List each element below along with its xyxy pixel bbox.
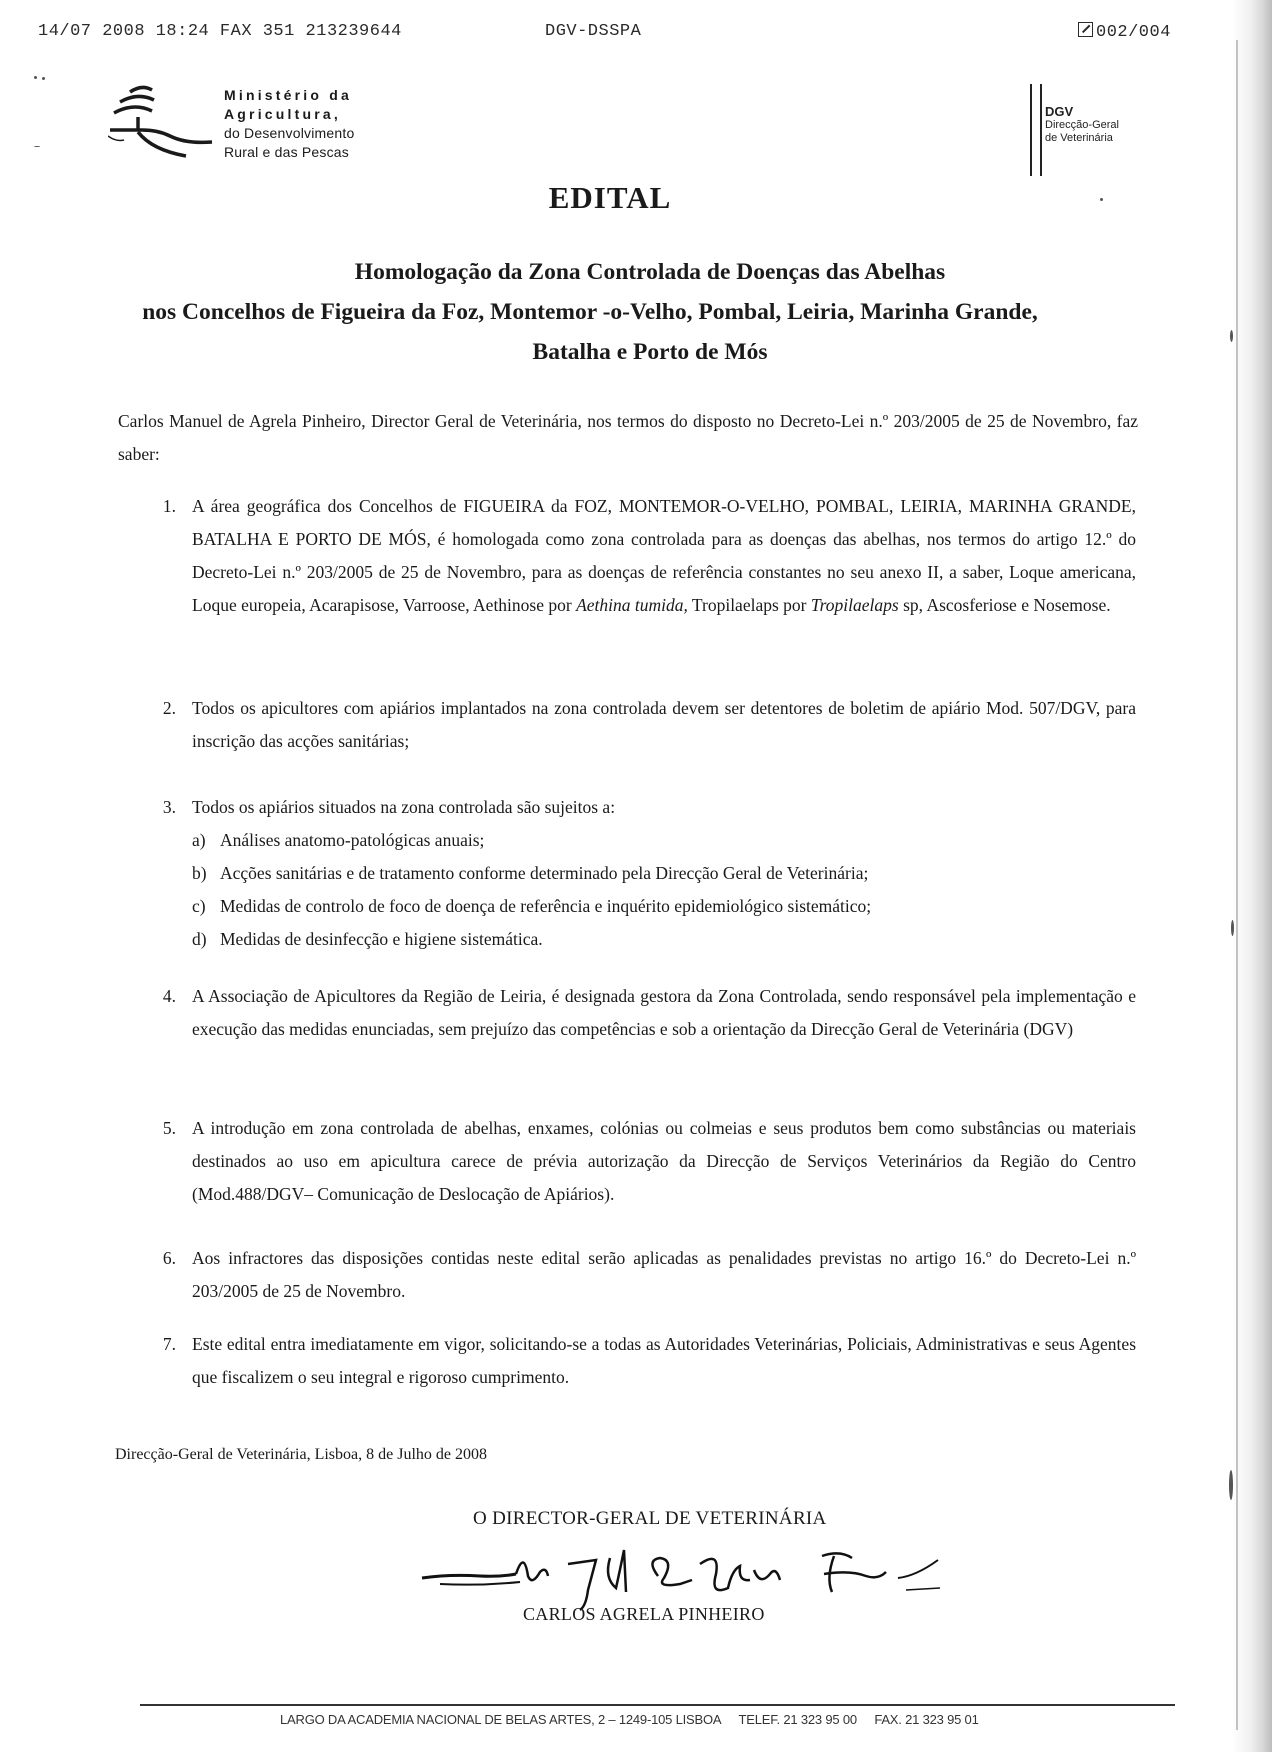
subitem-letter: d) <box>192 929 207 949</box>
dgv-logo-bars <box>1030 84 1042 176</box>
scan-speck <box>42 77 45 80</box>
subitem-text: Acções sanitárias e de tratamento conforme determinado pela Direcção Geral de Veterinária; <box>220 863 869 883</box>
clause-3-subitem-d <box>192 923 1136 956</box>
subitem-text: Medidas de desinfecção e higiene sistemática. <box>220 929 543 949</box>
ministry-line-4: Rural e das Pescas <box>224 144 349 160</box>
fax-header-page-count <box>1078 22 1171 42</box>
clause-number: 3. <box>162 797 176 817</box>
clause-text: A área geográfica dos Concelhos de FIGUEIRA da FOZ, MONTEMOR-O-VELHO, POMBAL, LEIRIA, MARINHA GRANDE, BATALHA E PORTO DE MÓS, é homologada como zona controlada para as doenças das abelhas, nos termos do artigo 12.º do Decreto-Lei n.º 203/2005 de 25 de Novembro, para as doenças de referência constantes no seu anexo II, a saber, Loque americana, Loque europeia, Acarapisose, Varroose, Aethinose por Aethina tumida, Tropilaelaps por Tropilaelaps sp, Ascosferiose e Nosemose. <box>192 496 1136 615</box>
scan-speck <box>1229 1470 1233 1500</box>
scan-edge-line <box>1236 40 1238 1730</box>
fax-header-timestamp: 14/07 2008 18:24 FAX 351 213239644 <box>38 22 402 41</box>
clause-3-subitem-c <box>192 890 1136 923</box>
scan-speck <box>1231 920 1234 936</box>
footer-address: LARGO DA ACADEMIA NACIONAL DE BELAS ARTES, 2 – 1249-105 LISBOA <box>280 1712 722 1727</box>
footer-phone: TELEF. 21 323 95 00 <box>738 1712 857 1727</box>
document-subtitle <box>142 252 1150 372</box>
subitem-letter: a) <box>192 830 206 850</box>
fax-header <box>38 22 1188 46</box>
subtitle-line-1: Homologação da Zona Controlada de Doenças das Abelhas <box>354 259 946 285</box>
scan-speck <box>34 146 40 147</box>
scan-speck <box>34 76 37 79</box>
scan-speck <box>1100 198 1103 201</box>
footer-divider <box>140 1704 1175 1706</box>
subitem-text: Análises anatomo-patológicas anuais; <box>220 830 485 850</box>
clause-text: Este edital entra imediatamente em vigor, solicitando-se a todas as Autoridades Veterinárias, Policiais, Administrativas e seus Agentes que fiscalizem o seu integral e rigoroso cumprimento. <box>192 1334 1136 1387</box>
footer-fax: FAX. 21 323 95 01 <box>874 1712 979 1727</box>
footer-contact <box>280 1712 1180 1727</box>
scan-edge-shadow <box>1232 0 1272 1752</box>
clause-number: 6. <box>162 1248 176 1268</box>
ministry-emblem-icon <box>108 84 216 164</box>
fax-page-number: 002/004 <box>1096 23 1171 42</box>
subtitle-line-2: nos Concelhos de Figueira da Foz, Montemor -o-Velho, Pombal, Leiria, Marinha Grande, <box>142 299 1038 325</box>
clause-text: Todos os apicultores com apiários implantados na zona controlada devem ser detentores de boletim de apiário Mod. 507/DGV, para inscrição das acções sanitárias; <box>192 698 1136 751</box>
subtitle-line-3: Batalha e Porto de Mós <box>532 339 768 365</box>
clause-number: 4. <box>162 986 176 1006</box>
ministry-line-2: Agricultura, <box>224 106 341 122</box>
subitem-text: Medidas de controlo de foco de doença de referência e inquérito epidemiológico sistemático; <box>220 896 872 916</box>
ministry-line-1: Ministério da <box>224 87 352 103</box>
dgv-line-2: de Veterinária <box>1045 132 1113 144</box>
subitem-letter: b) <box>192 863 207 883</box>
fax-header-sender: DGV-DSSPA <box>545 22 642 41</box>
clause-text: Aos infractores das disposições contidas neste edital serão aplicadas as penalidades previstas no artigo 16.º do Decreto-Lei n.º 203/2005 de 25 de Novembro. <box>192 1248 1136 1301</box>
dgv-line-1: Direcção-Geral <box>1045 119 1119 131</box>
fax-page-icon <box>1078 22 1093 37</box>
signatory-name: CARLOS AGRELA PINHEIRO <box>523 1604 765 1624</box>
ministry-line-3: do Desenvolvimento <box>224 125 355 141</box>
clause-number: 2. <box>162 698 176 718</box>
clause-text: A introdução em zona controlada de abelhas, enxames, colónias ou colmeias e seus produtos bem como substâncias ou materiais destinados ao uso em apicultura carece de prévia autorização da Direcção de Serviços Veterinários da Região do Centro (Mod.488/DGV– Comunicação de Deslocação de Apiários). <box>192 1118 1136 1204</box>
clause-3-subitem-b <box>192 857 1136 890</box>
dgv-logo <box>1045 104 1185 145</box>
ministry-name <box>224 86 464 162</box>
clause-number: 7. <box>162 1334 176 1354</box>
clause-3-subitem-a <box>192 824 1136 857</box>
clause-number: 5. <box>162 1118 176 1138</box>
signatory-title: O DIRECTOR-GERAL DE VETERINÁRIA <box>473 1508 827 1529</box>
dgv-abbr: DGV <box>1045 104 1074 119</box>
clause-text: Todos os apiários situados na zona controlada são sujeitos a: <box>192 797 616 817</box>
clause-number: 1. <box>162 496 176 516</box>
intro-paragraph: Carlos Manuel de Agrela Pinheiro, Director Geral de Veterinária, nos termos do disposto no Decreto-Lei n.º 203/2005 de 25 de Novembro, faz saber: <box>118 411 1138 464</box>
clause-text: A Associação de Apicultores da Região de Leiria, é designada gestora da Zona Controlada, sendo responsável pela implementação e execução das medidas enunciadas, sem prejuízo das competências e sob a orientação da Direcção Geral de Veterinária (DGV) <box>192 986 1136 1039</box>
subitem-letter: c) <box>192 896 206 916</box>
place-and-date: Direcção-Geral de Veterinária, Lisboa, 8 de Julho de 2008 <box>115 1446 488 1463</box>
document-title: EDITAL <box>548 180 672 215</box>
scan-speck <box>1230 330 1233 342</box>
